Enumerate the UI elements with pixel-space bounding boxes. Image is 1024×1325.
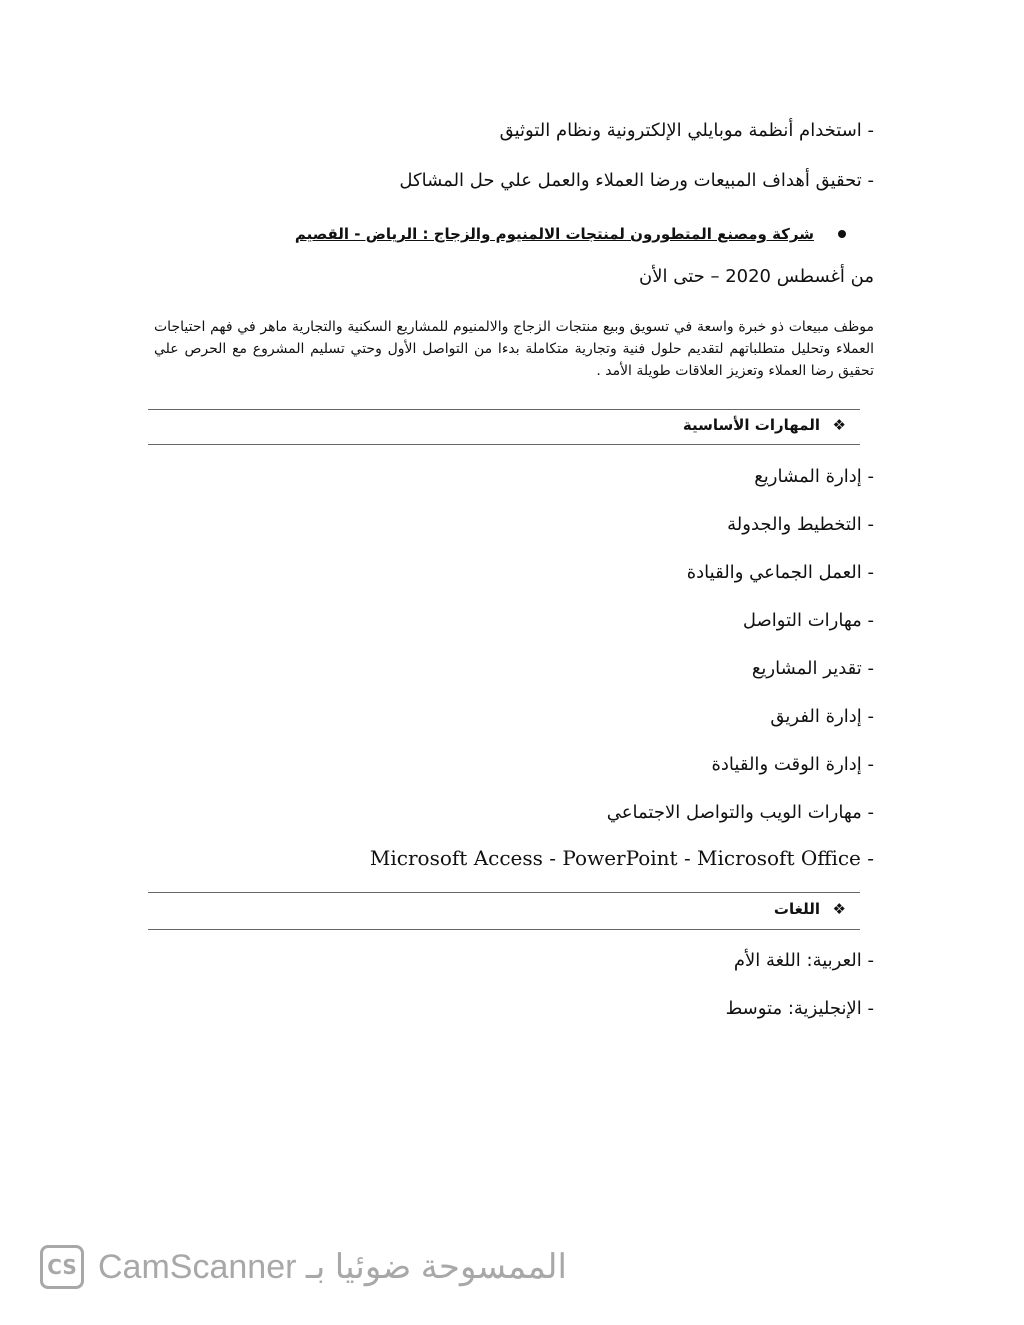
diamond-bullet-icon: ❖: [832, 900, 846, 918]
camscanner-logo-icon: CS: [40, 1245, 84, 1289]
divider: [148, 409, 860, 410]
skills-section-title: [683, 416, 846, 434]
skill-item: - مهارات الويب والتواصل الاجتماعي: [606, 802, 874, 823]
watermark-text: الممسوحة ضوئيا بـ CamScanner: [98, 1248, 567, 1286]
languages-section-title: [774, 900, 846, 918]
language-item: - الإنجليزية: متوسط: [725, 998, 874, 1019]
divider: [148, 892, 860, 893]
company-period: من أغسطس 2020 – حتى الأن: [638, 266, 874, 287]
bullet-dot-icon: [838, 230, 846, 238]
language-item: - العربية: اللغة الأم: [733, 950, 874, 971]
experience-line-2: - تحقيق أهداف المبيعات ورضا العملاء والعمل علي حل المشاكل: [399, 170, 874, 191]
camscanner-watermark: [40, 1242, 567, 1292]
divider: [148, 929, 860, 930]
skill-item: - العمل الجماعي والقيادة: [686, 562, 874, 583]
divider: [148, 444, 860, 445]
diamond-bullet-icon: ❖: [832, 416, 846, 434]
skills-title-text: المهارات الأساسية: [682, 416, 820, 434]
company-heading: [295, 224, 814, 243]
skill-item: - تقدير المشاريع: [751, 658, 874, 679]
skill-item: - إدارة الوقت والقيادة: [711, 754, 874, 775]
experience-line-1: - استخدام أنظمة موبايلي الإلكترونية ونظام التوثيق: [499, 120, 874, 141]
company-heading-text: شركة ومصنع المتطورون لمنتجات الالمنيوم والزجاج : الرياض - القصيم: [294, 225, 814, 243]
skill-item: - إدارة المشاريع: [754, 466, 874, 487]
skill-item: - التخطيط والجدولة: [727, 514, 874, 535]
skill-item: - إدارة الفريق: [770, 706, 874, 727]
software-skills: Microsoft Access - PowerPoint - Microsoft Office -: [369, 846, 874, 870]
skill-item: - مهارات التواصل: [742, 610, 874, 631]
languages-title-text: اللغات: [773, 900, 820, 918]
company-description: موظف مبيعات ذو خبرة واسعة في تسويق وبيع منتجات الزجاج والالمنيوم للمشاريع السكنية والتجارية ماهر في فهم احتياجات العملاء وتحليل متطلباتهم لتقديم حلول فنية وتجارية متكاملة بدءا من التواصل الأول وحتي تسليم المشروع مع الحرص علي تحقيق رضا العملاء وتعزيز العلاقات طويلة الأمد .: [154, 319, 874, 379]
